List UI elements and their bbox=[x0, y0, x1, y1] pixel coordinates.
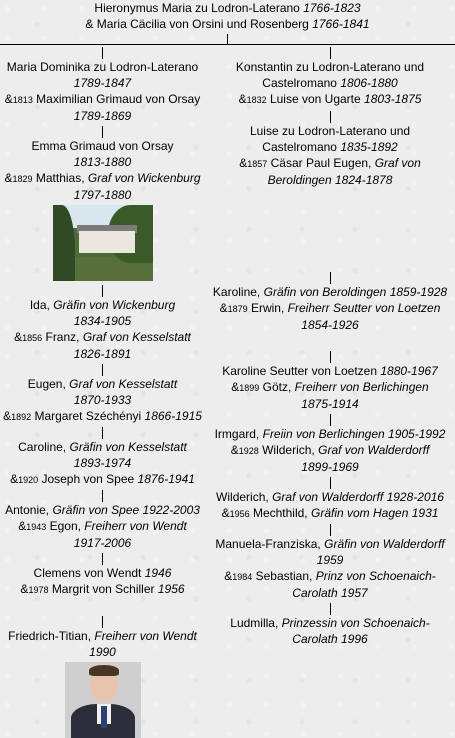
marriage-year: 1829 bbox=[12, 174, 33, 184]
spouse-title: Freiherr von Wendt bbox=[84, 519, 187, 533]
spouse-name: Maximilian Grimaud von Orsay bbox=[36, 92, 201, 106]
spouse-title: Graf von Wickenburg bbox=[87, 171, 201, 185]
person-dates: 1870-1933 bbox=[73, 393, 132, 407]
spouse-title-cont: Beroldingen bbox=[267, 173, 332, 187]
spouse-title: Freiherr Seutter von Loetzen bbox=[287, 301, 441, 315]
connector-line bbox=[102, 47, 103, 59]
spouse-title-cont: Carolath bbox=[292, 586, 338, 600]
person-dates: 1946 bbox=[144, 566, 172, 580]
marriage-year: 1984 bbox=[232, 572, 253, 582]
person-title: Gräfin von Wickenburg bbox=[53, 298, 176, 312]
spouse-title: Graf von Walderdorff bbox=[318, 443, 430, 457]
connector-line bbox=[102, 427, 103, 439]
connector-line bbox=[330, 477, 331, 489]
castle-photo bbox=[53, 205, 153, 281]
person-entry: Antonie, Gräfin von Spee 1922-2003 &1943 Egon, Freiherr von Wendt 1917-2006 bbox=[5, 503, 200, 550]
portrait-photo bbox=[65, 662, 141, 738]
spouse-dates: 1789-1869 bbox=[73, 109, 132, 123]
connector-line bbox=[330, 47, 331, 59]
person-entry: Luise zu Lodron-Laterano und Castelromano 1835-1892 &1857 Cäsar Paul Eugen, Graf von Beroldingen 1824-1878 bbox=[205, 123, 455, 188]
spouse-name: Götz, bbox=[262, 380, 292, 394]
right-branch bbox=[205, 45, 455, 647]
person-title: Freiin von Berlichingen bbox=[262, 427, 385, 441]
person-entry: Konstantin zu Lodron-Laterano und Castelromano 1806-1880 &1832 Luise von Ugarte 1803-1875 bbox=[205, 59, 455, 108]
person-name: Ida, bbox=[29, 298, 50, 312]
person-name: Karoline Seutter von Loetzen bbox=[222, 364, 378, 378]
connector-line bbox=[102, 490, 103, 502]
person-dates: 1813-1880 bbox=[73, 155, 132, 169]
person-dates: 1928-2016 bbox=[386, 490, 444, 504]
spouse-name: Margrit von Schiller bbox=[51, 582, 155, 596]
person-name: Luise zu Lodron-Laterano und bbox=[249, 124, 411, 138]
person-dates: 1789-1847 bbox=[73, 76, 132, 90]
marriage-year: 1899 bbox=[239, 383, 260, 393]
person-name: Maria Dominika zu Lodron-Laterano bbox=[6, 60, 199, 74]
spouse-name: Margaret Széchényi bbox=[34, 409, 142, 423]
person-entry bbox=[0, 628, 205, 738]
marriage-year: 1892 bbox=[11, 412, 32, 422]
root-spouse-name: & Maria Cäcilia von Orsini und Rosenberg bbox=[85, 17, 309, 31]
spouse-name: Joseph von Spee bbox=[41, 472, 135, 486]
person-entry: Karoline, Gräfin von Beroldingen 1859-1928 &1879 Erwin, Freiherr Seutter von Loetzen 1854-1926 bbox=[212, 285, 448, 332]
spouse-name: Erwin, bbox=[250, 301, 285, 315]
person-entry: Maria Dominika zu Lodron-Laterano 1789-1847 &1813 Maximilian Grimaud von Orsay 1789-1869 bbox=[0, 59, 205, 124]
person-entry: Manuela-Franziska, Gräfin von Walderdorff 1959 &1984 Sebastian, Prinz von Schoenaich- Carolath 1957 bbox=[215, 537, 445, 600]
person-title: Prinzessin von Schoenaich- bbox=[281, 616, 430, 630]
marriage-year: 1978 bbox=[28, 585, 49, 595]
spouse-dates: 1854-1926 bbox=[301, 318, 359, 332]
marriage-year: 1813 bbox=[12, 95, 33, 105]
marriage-year: 1943 bbox=[26, 522, 47, 532]
connector-line bbox=[227, 34, 228, 44]
connector-line bbox=[330, 603, 331, 615]
person-name-cont: Castelromano bbox=[262, 76, 337, 90]
person-dates: 1834-1905 bbox=[73, 314, 132, 328]
person-title: Gräfin von Walderdorff bbox=[324, 537, 445, 551]
person-title: Gräfin von Kesselstatt bbox=[69, 440, 187, 454]
person-dates: 1806-1880 bbox=[340, 76, 398, 90]
person-entry: Emma Grimaud von Orsay 1813-1880 &1829 Matthias, Graf von Wickenburg 1797-1880 bbox=[0, 138, 205, 281]
person-name: Karoline, bbox=[212, 285, 261, 299]
person-dates: 1996 bbox=[341, 632, 368, 646]
spouse-dates: 1824-1878 bbox=[335, 173, 393, 187]
spouse-title: Gräfin vom Hagen bbox=[311, 506, 409, 520]
spouse-dates: 1917-2006 bbox=[73, 536, 132, 550]
spouse-dates: 1899-1969 bbox=[301, 460, 359, 474]
person-entry: Ida, Gräfin von Wickenburg 1834-1905 &1856 Franz, Graf von Kesselstatt 1826-1891 bbox=[14, 298, 191, 361]
spouse-dates: 1876-1941 bbox=[137, 472, 195, 486]
person-dates: 1990 bbox=[89, 645, 116, 659]
person-name: Manuela-Franziska, bbox=[215, 537, 321, 551]
spouse-dates: 1866-1915 bbox=[144, 409, 202, 423]
spouse-dates: 1875-1914 bbox=[301, 397, 359, 411]
person-title: Gräfin von Spee bbox=[52, 503, 140, 517]
left-branch bbox=[0, 45, 205, 738]
connector-line bbox=[330, 524, 331, 536]
person-name: Ludmilla, bbox=[230, 616, 279, 630]
person-entry: Wilderich, Graf von Walderdorff 1928-2016 &1956 Mechthild, Gräfin vom Hagen 1931 bbox=[216, 490, 444, 520]
person-name: Irmgard, bbox=[214, 427, 260, 441]
person-title: Graf von Kesselstatt bbox=[69, 377, 178, 391]
connector-line bbox=[102, 364, 103, 376]
spouse-name: Franz, bbox=[45, 330, 80, 344]
person-name: Clemens von Wendt bbox=[33, 566, 142, 580]
person-dates: 1959 bbox=[316, 553, 344, 567]
connector-line bbox=[102, 616, 103, 628]
spouse-title: Graf von Kesselstatt bbox=[82, 330, 191, 344]
person-dates: 1835-1892 bbox=[340, 140, 398, 154]
spouse-dates: 1797-1880 bbox=[73, 188, 132, 202]
person-entry: Karoline Seutter von Loetzen 1880-1967 &1899 Götz, Freiherr von Berlichingen 1875-1914 bbox=[222, 364, 438, 411]
spouse-title: Freiherr von Berlichingen bbox=[294, 380, 429, 394]
person-entry: Irmgard, Freiin von Berlichingen 1905-1992 &1928 Wilderich, Graf von Walderdorff 1899-1969 bbox=[214, 427, 446, 474]
root-name: Hieronymus Maria zu Lodron-Laterano bbox=[94, 1, 300, 15]
root-dates: 1766-1823 bbox=[303, 1, 361, 15]
marriage-year: 1879 bbox=[227, 304, 248, 314]
marriage-year: 1832 bbox=[246, 95, 267, 105]
person-dates: 1905-1992 bbox=[388, 427, 446, 441]
spouse-name: Matthias, bbox=[35, 171, 85, 185]
spouse-dates: 1957 bbox=[341, 586, 368, 600]
spouse-dates: 1931 bbox=[411, 506, 439, 520]
spouse-name: Sebastian, bbox=[255, 569, 313, 583]
spouse-name: Mechthild, bbox=[252, 506, 308, 520]
person-name: Caroline, bbox=[18, 440, 67, 454]
person-title: Gräfin von Beroldingen bbox=[263, 285, 387, 299]
root-spouse-dates: 1766-1841 bbox=[312, 17, 370, 31]
person-name: Friedrich-Titian, bbox=[8, 629, 92, 643]
person-name: Wilderich, bbox=[216, 490, 269, 504]
marriage-year: 1928 bbox=[238, 446, 259, 456]
person-dates: 1880-1967 bbox=[380, 364, 438, 378]
spouse-title: Graf von bbox=[374, 156, 421, 170]
marriage-year: 1920 bbox=[18, 475, 39, 485]
person-title-cont: Carolath bbox=[292, 632, 338, 646]
person-dates: 1922-2003 bbox=[142, 503, 200, 517]
person-name: Konstantin zu Lodron-Laterano und bbox=[235, 60, 425, 74]
connector-line bbox=[102, 126, 103, 138]
person-name: Emma Grimaud von Orsay bbox=[31, 139, 174, 153]
connector-line bbox=[102, 553, 103, 565]
spouse-name: Egon, bbox=[49, 519, 81, 533]
person-name: Eugen, bbox=[27, 377, 66, 391]
person-entry: Caroline, Gräfin von Kesselstatt 1893-1974 &1920 Joseph von Spee 1876-1941 bbox=[10, 440, 195, 486]
person-title: Freiherr von Wendt bbox=[94, 629, 197, 643]
root-couple bbox=[0, 0, 455, 44]
person-dates: 1859-1928 bbox=[389, 285, 448, 299]
connector-line bbox=[102, 285, 103, 297]
spouse-dates: 1826-1891 bbox=[73, 347, 132, 361]
person-name: Antonie, bbox=[5, 503, 50, 517]
spouse-name: Cäsar Paul Eugen, bbox=[270, 156, 372, 170]
connector-line bbox=[330, 351, 331, 363]
marriage-year: 1856 bbox=[22, 333, 43, 343]
connector-line bbox=[330, 414, 331, 426]
connector-line bbox=[330, 272, 331, 284]
person-entry bbox=[205, 615, 455, 647]
spouse-dates: 1956 bbox=[157, 582, 185, 596]
person-dates: 1893-1974 bbox=[73, 456, 132, 470]
person-title: Graf von Walderdorff bbox=[272, 490, 384, 504]
spouse-dates: 1803-1875 bbox=[364, 92, 422, 106]
person-name-cont: Castelromano bbox=[262, 140, 337, 154]
person-entry: Clemens von Wendt 1946 &1978 Margrit von Schiller 1956 bbox=[20, 566, 185, 596]
spouse-name: Wilderich, bbox=[262, 443, 315, 457]
connector-line bbox=[330, 111, 331, 123]
person-entry: Eugen, Graf von Kesselstatt 1870-1933 &1892 Margaret Széchényi 1866-1915 bbox=[3, 377, 202, 423]
spouse-title: Prinz von Schoenaich- bbox=[315, 569, 436, 583]
spouse-name: Luise von Ugarte bbox=[269, 92, 361, 106]
marriage-year: 1857 bbox=[247, 159, 268, 169]
marriage-year: 1956 bbox=[229, 509, 250, 519]
